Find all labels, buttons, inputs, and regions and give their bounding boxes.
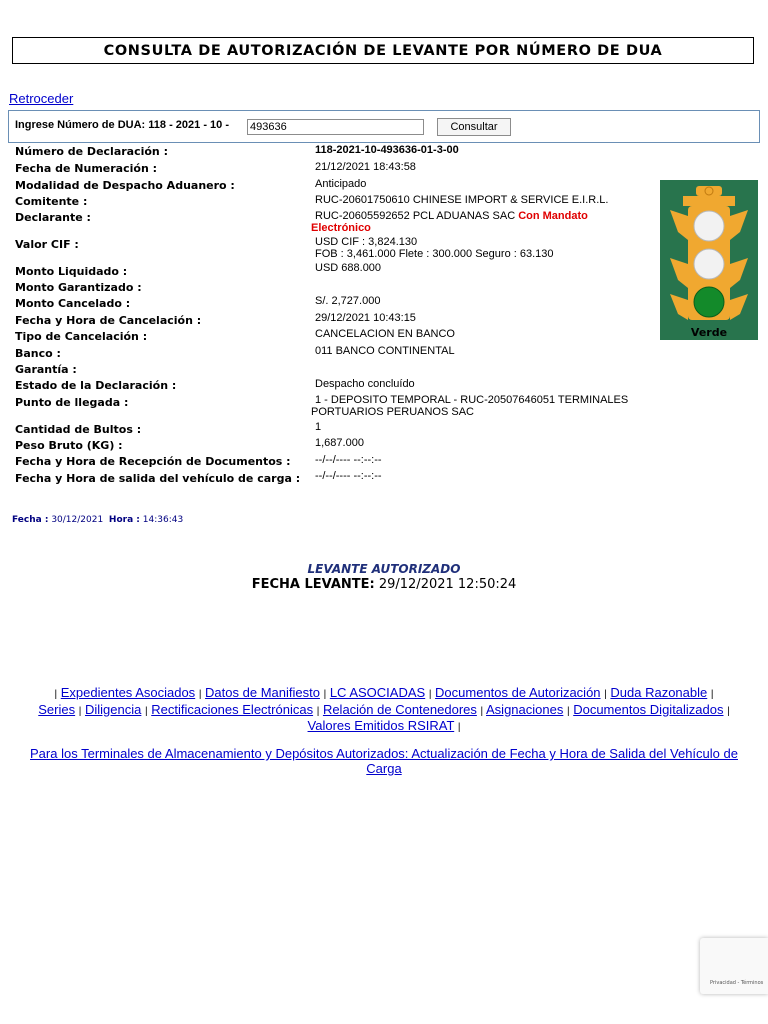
declarante-mandato-badge-line2: Electrónico	[311, 222, 371, 234]
field-value-valor-cif-line2: FOB : 3,461.000 Flete : 300.000 Seguro : 63.130	[315, 248, 554, 260]
terminal-update-link[interactable]: Para los Terminales de Almacenamiento y Depósitos Autorizados: Actualización de Fecha y Hora de Salida del Vehículo de Carga	[30, 746, 738, 776]
dua-number-input[interactable]	[247, 119, 424, 135]
page-title: CONSULTA DE AUTORIZACIÓN DE LEVANTE POR NÚMERO DE DUA	[103, 42, 663, 59]
field-label-comitente: Comitente :	[15, 195, 88, 208]
fecha-label: Fecha :	[12, 515, 49, 525]
field-value-fecha-cancelacion: 29/12/2021 10:43:15	[315, 312, 416, 324]
field-value-comitente: RUC-20601750610 CHINESE IMPORT & SERVICE E.I.R.L.	[315, 194, 609, 206]
traffic-light-panel	[660, 180, 758, 340]
field-value-tipo-cancelacion: CANCELACION EN BANCO	[315, 328, 455, 340]
query-timestamp	[12, 515, 183, 525]
search-label-group	[15, 119, 229, 131]
field-value-punto-llegada-line2: PORTUARIOS PERUANOS SAC	[311, 406, 474, 418]
field-label-punto-llegada: Punto de llegada :	[15, 396, 129, 409]
declarante-mandato-badge: Con Mandato	[518, 210, 588, 222]
field-label-fecha-salida-vehiculo: Fecha y Hora de salida del vehículo de carga :	[15, 472, 301, 485]
field-label-fecha-numeracion: Fecha de Numeración :	[15, 162, 158, 175]
field-value-banco: 011 BANCO CONTINENTAL	[315, 345, 455, 357]
hora-label: Hora :	[108, 515, 140, 525]
field-value-fecha-numeracion: 21/12/2021 18:43:58	[315, 161, 416, 173]
traffic-light-label: Verde	[690, 326, 728, 339]
page-title-box	[12, 37, 754, 64]
declarante-ruc: RUC-20605592652 PCL ADUANAS SAC	[315, 210, 516, 222]
levante-date-label: FECHA LEVANTE:	[251, 577, 375, 592]
link-datos-manifiesto[interactable]: Datos de Manifiesto	[205, 685, 320, 700]
field-label-peso-bruto: Peso Bruto (KG) :	[15, 439, 123, 452]
link-documentos-autorizacion[interactable]: Documentos de Autorización	[435, 685, 601, 700]
search-panel	[8, 110, 760, 143]
search-label: Ingrese Número de DUA:	[15, 119, 146, 131]
field-label-garantia: Garantía :	[15, 363, 77, 376]
link-asignaciones[interactable]: Asignaciones	[486, 701, 564, 717]
field-value-fecha-salida-vehiculo: --/--/---- --:--:--	[315, 470, 382, 482]
field-value-monto-cancelado: S/. 2,727.000	[315, 295, 381, 307]
link-valores-emitidos-rsirat[interactable]: Valores Emitidos RSIRAT	[307, 718, 455, 733]
field-label-estado-declaracion: Estado de la Declaración :	[15, 379, 177, 392]
field-label-fecha-cancelacion: Fecha y Hora de Cancelación :	[15, 314, 202, 327]
field-value-punto-llegada-line1: 1 - DEPOSITO TEMPORAL - RUC-20507646051 TERMINALES	[315, 394, 629, 406]
field-value-estado-declaracion: Despacho concluído	[315, 378, 415, 390]
field-value-monto-liquidado: USD 688.000	[315, 262, 382, 274]
link-diligencia[interactable]: Diligencia	[84, 701, 142, 717]
field-label-monto-liquidado: Monto Liquidado :	[15, 265, 128, 278]
field-label-valor-cif: Valor CIF :	[15, 238, 79, 251]
fecha-value: 30/12/2021	[51, 515, 104, 525]
field-value-declarante	[315, 210, 588, 222]
field-label-cantidad-bultos: Cantidad de Bultos :	[15, 423, 142, 436]
link-relacion-contenedores[interactable]: Relación de Contenedores	[322, 701, 477, 717]
link-series[interactable]: Series	[38, 701, 76, 717]
field-label-fecha-recepcion-documentos: Fecha y Hora de Recepción de Documentos :	[15, 455, 291, 468]
traffic-light-icon	[660, 180, 758, 326]
search-prefix: 118 - 2021 - 10 -	[148, 119, 229, 131]
field-value-valor-cif-line1: USD CIF : 3,824.130	[315, 236, 418, 248]
field-value-modalidad-despacho: Anticipado	[315, 178, 367, 190]
levante-date-line	[0, 577, 768, 592]
levante-status: LEVANTE AUTORIZADO	[307, 562, 461, 576]
related-links: | Expedientes Asociados | Datos de Manifiesto | LC ASOCIADAS | Documentos de Autorización | Duda Razonable | Series | Diligencia | Rectificaciones Electrónicas | Relación de Contenedores | Asignaciones | Documentos Digitalizados | Valores Emitidos RSIRAT |	[38, 685, 730, 733]
consultar-button[interactable]: Consultar	[437, 118, 511, 136]
field-label-declarante: Declarante :	[15, 211, 91, 224]
field-label-monto-cancelado: Monto Cancelado :	[15, 297, 131, 310]
hora-value: 14:36:43	[142, 515, 184, 525]
back-link[interactable]: Retroceder	[9, 91, 74, 106]
field-label-monto-garantizado: Monto Garantizado :	[15, 281, 142, 294]
link-rectificaciones-electronicas[interactable]: Rectificaciones Electrónicas	[151, 701, 314, 717]
link-lc-asociadas[interactable]: LC ASOCIADAS	[329, 685, 426, 700]
field-label-numero-declaracion: Número de Declaración :	[15, 145, 168, 158]
field-label-modalidad-despacho: Modalidad de Despacho Aduanero :	[15, 179, 235, 192]
field-label-banco: Banco :	[15, 347, 61, 360]
recaptcha-text: Privacidad - Términos	[710, 980, 764, 986]
levante-date-value: 29/12/2021 12:50:24	[378, 577, 517, 592]
field-value-cantidad-bultos: 1	[315, 421, 322, 433]
field-value-peso-bruto: 1,687.000	[315, 437, 364, 449]
link-expedientes-asociados[interactable]: Expedientes Asociados	[60, 685, 196, 700]
field-value-numero-declaracion: 118-2021-10-493636-01-3-00	[315, 144, 459, 156]
link-duda-razonable[interactable]: Duda Razonable	[610, 685, 708, 700]
recaptcha-badge[interactable]	[700, 938, 768, 994]
field-label-tipo-cancelacion: Tipo de Cancelación :	[15, 330, 148, 343]
link-documentos-digitalizados[interactable]: Documentos Digitalizados	[573, 701, 724, 717]
field-value-fecha-recepcion-documentos: --/--/---- --:--:--	[315, 454, 382, 466]
